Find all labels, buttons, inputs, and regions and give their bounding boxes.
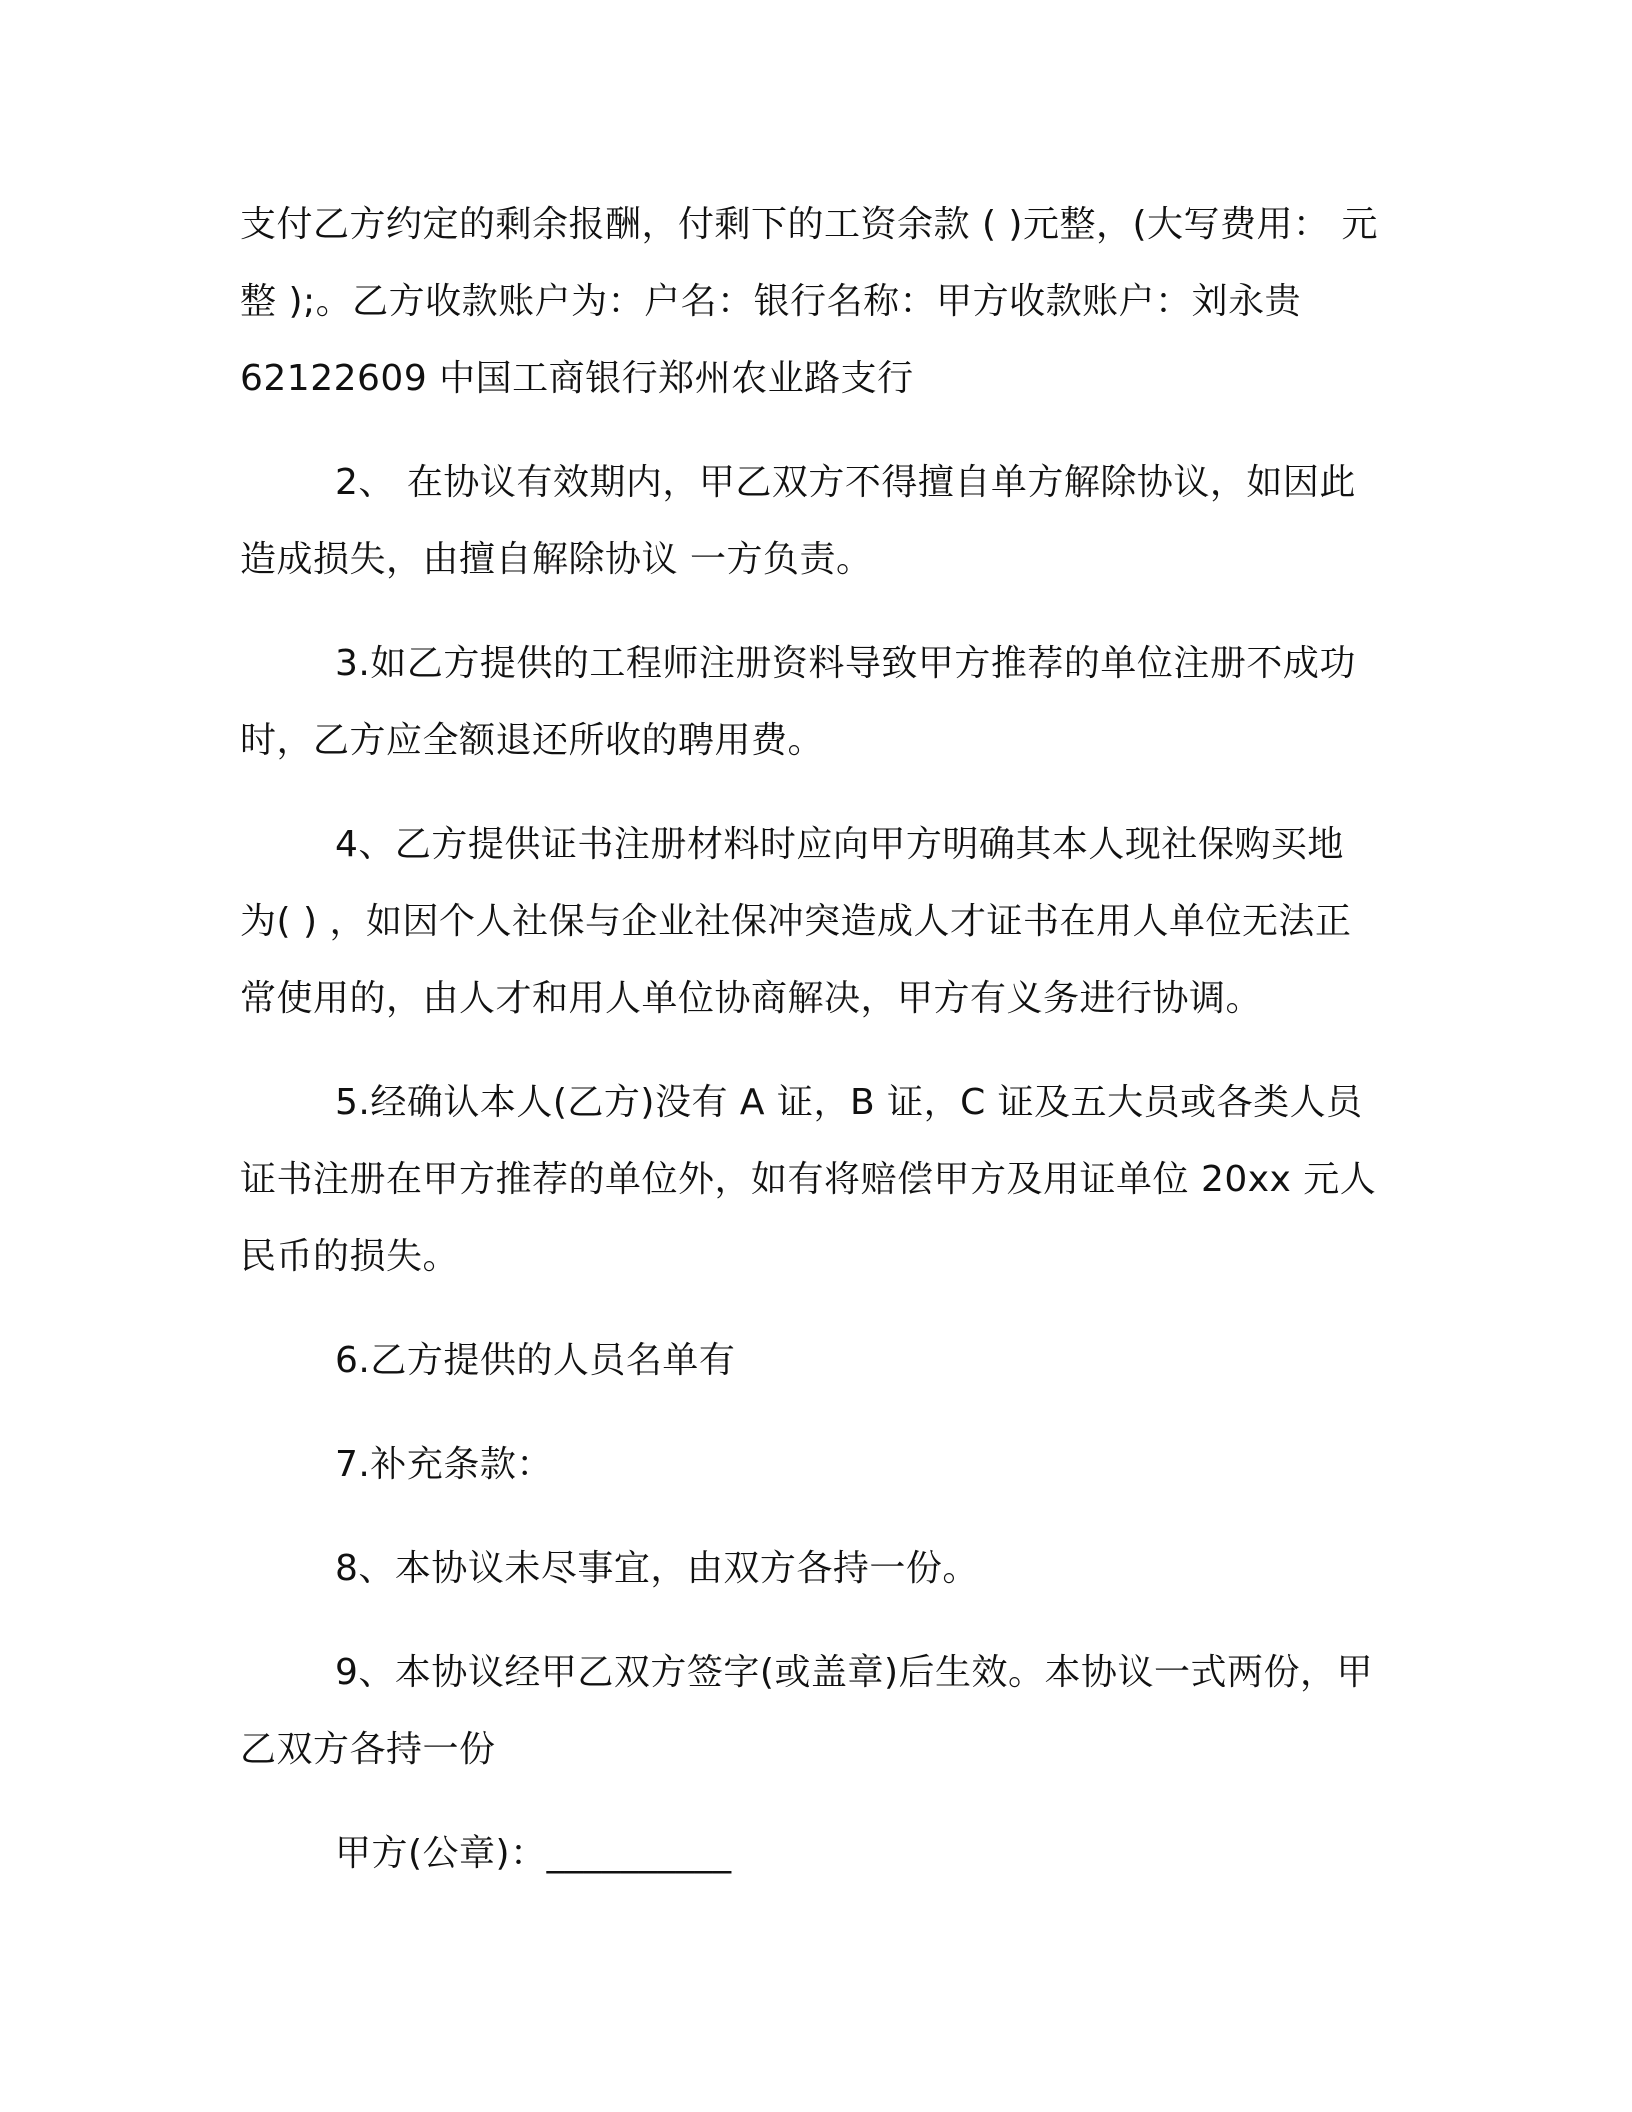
paragraph-line: 5.经确认本人(乙方)没有 A 证，B 证，C 证及五大员或各类人员 <box>335 1082 1363 1123</box>
paragraph-line: 造成损失，由擅自解除协议 一方负责。 <box>240 539 873 580</box>
signature-party-a <box>240 1815 1390 1892</box>
paragraph-line: 8、本协议未尽事宜，由双方各持一份。 <box>335 1548 979 1589</box>
paragraph-line: 乙双方各持一份 <box>240 1729 496 1770</box>
paragraph-payment <box>240 186 1390 417</box>
paragraph-line: 2、 在协议有效期内，甲乙双方不得擅自单方解除协议，如因此 <box>335 462 1356 503</box>
paragraph-clause-5 <box>240 1064 1390 1295</box>
paragraph-line: 4、乙方提供证书注册材料时应向甲方明确其本人现社保购买地 <box>335 824 1344 865</box>
paragraph-clause-8 <box>240 1530 1390 1607</box>
paragraph-line: 6.乙方提供的人员名单有 <box>335 1340 736 1381</box>
paragraph-clause-7 <box>240 1426 1390 1503</box>
paragraph-line: 民币的损失。 <box>240 1236 460 1277</box>
document-body <box>240 186 1390 1892</box>
signature-line: 甲方(公章)：__________ <box>335 1833 732 1874</box>
paragraph-line: 7.补充条款： <box>335 1444 553 1485</box>
paragraph-line: 62122609 中国工商银行郑州农业路支行 <box>240 358 914 399</box>
paragraph-clause-9 <box>240 1634 1390 1788</box>
paragraph-line: 整 );。乙方收款账户为：户名：银行名称：甲方收款账户：刘永贵 <box>240 281 1302 322</box>
paragraph-clause-3 <box>240 625 1390 779</box>
paragraph-line: 证书注册在甲方推荐的单位外，如有将赔偿甲方及用证单位 20xx 元人 <box>240 1159 1377 1200</box>
paragraph-line: 支付乙方约定的剩余报酬，付剩下的工资余款 ( )元整，(大写费用： 元 <box>240 204 1378 245</box>
paragraph-clause-6 <box>240 1322 1390 1399</box>
paragraph-clause-4 <box>240 806 1390 1037</box>
paragraph-line: 为( ) ，如因个人社保与企业社保冲突造成人才证书在用人单位无法正 <box>240 901 1352 942</box>
paragraph-line: 常使用的，由人才和用人单位协商解决，甲方有义务进行协调。 <box>240 978 1263 1019</box>
paragraph-line: 时，乙方应全额退还所收的聘用费。 <box>240 720 825 761</box>
paragraph-line: 3.如乙方提供的工程师注册资料导致甲方推荐的单位注册不成功 <box>335 643 1356 684</box>
paragraph-clause-2 <box>240 444 1390 598</box>
paragraph-line: 9、本协议经甲乙双方签字(或盖章)后生效。本协议一式两份，甲 <box>335 1652 1373 1693</box>
